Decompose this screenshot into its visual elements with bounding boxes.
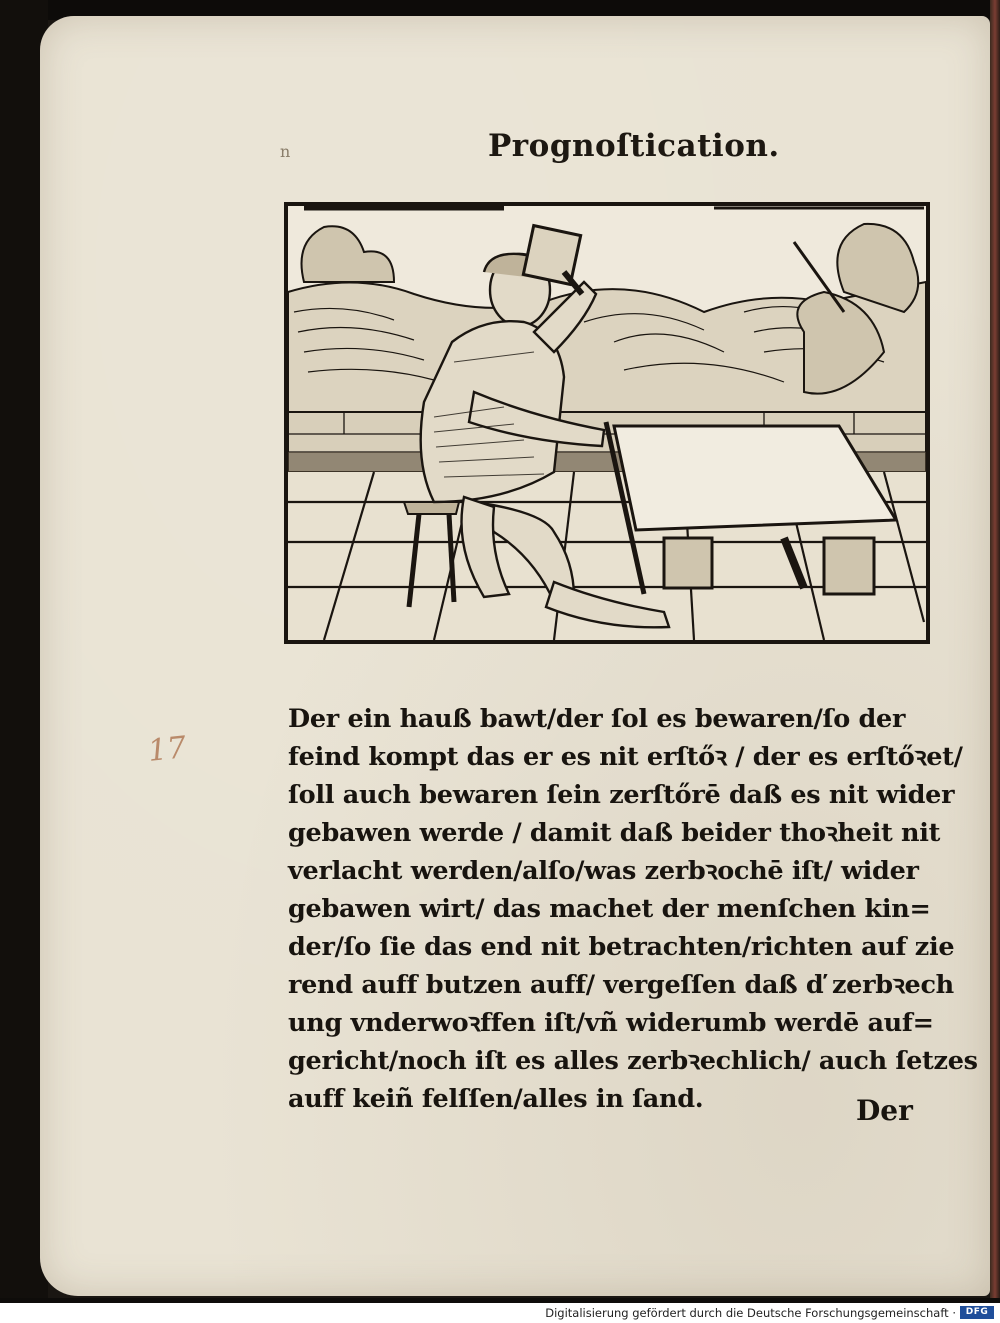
text-line: gebawen werde / damit daß beider thoꝛheit nit	[288, 818, 941, 848]
text-line: ung vnderwoꝛffen iſt/vñ widerumb werdē auf=	[288, 1008, 934, 1038]
text-line: auff keiñ felſſen/alles in ſand.	[288, 1084, 704, 1114]
text-line: verlacht werden/alſo/was zerbꝛochē iſt/ wider	[288, 856, 919, 886]
text-line: der/ſo ſie das end nit betrachten/richten auf zie	[288, 932, 955, 962]
text-line: ſoll auch bewaren ſein zerſtőrē daß es nit wider	[288, 780, 955, 810]
dfg-logo[interactable]: DFG	[960, 1306, 994, 1319]
funding-credit: Digitalisierung gefördert durch die Deutsche Forschungsgemeinschaft ·	[545, 1306, 956, 1320]
woodcut-illustration	[284, 202, 930, 644]
catchword: Der	[856, 1094, 913, 1127]
text-line: gebawen wirt/ das machet der menſchen kin=	[288, 894, 931, 924]
head-mark: n	[280, 142, 291, 161]
running-head: Prognoſtication.	[488, 128, 780, 164]
text-line: rend auff butzen auff/ vergeſſen daß ď zerbꝛech	[288, 970, 954, 1000]
text-line: feind kompt das er es nit erſtőꝛ / der es erſtőꝛet/	[288, 742, 963, 772]
book-binding-edge	[990, 0, 1000, 1300]
digitization-footer	[0, 1303, 1000, 1323]
text-line: gericht/noch iſt es alles zerbꝛechlich/ auch ſetzes	[288, 1046, 978, 1076]
body-text	[288, 700, 978, 1118]
text-line: Der ein hauß bawt/der ſol es bewaren/ſo der	[288, 704, 906, 734]
handwritten-margin-number: 17	[146, 730, 188, 769]
